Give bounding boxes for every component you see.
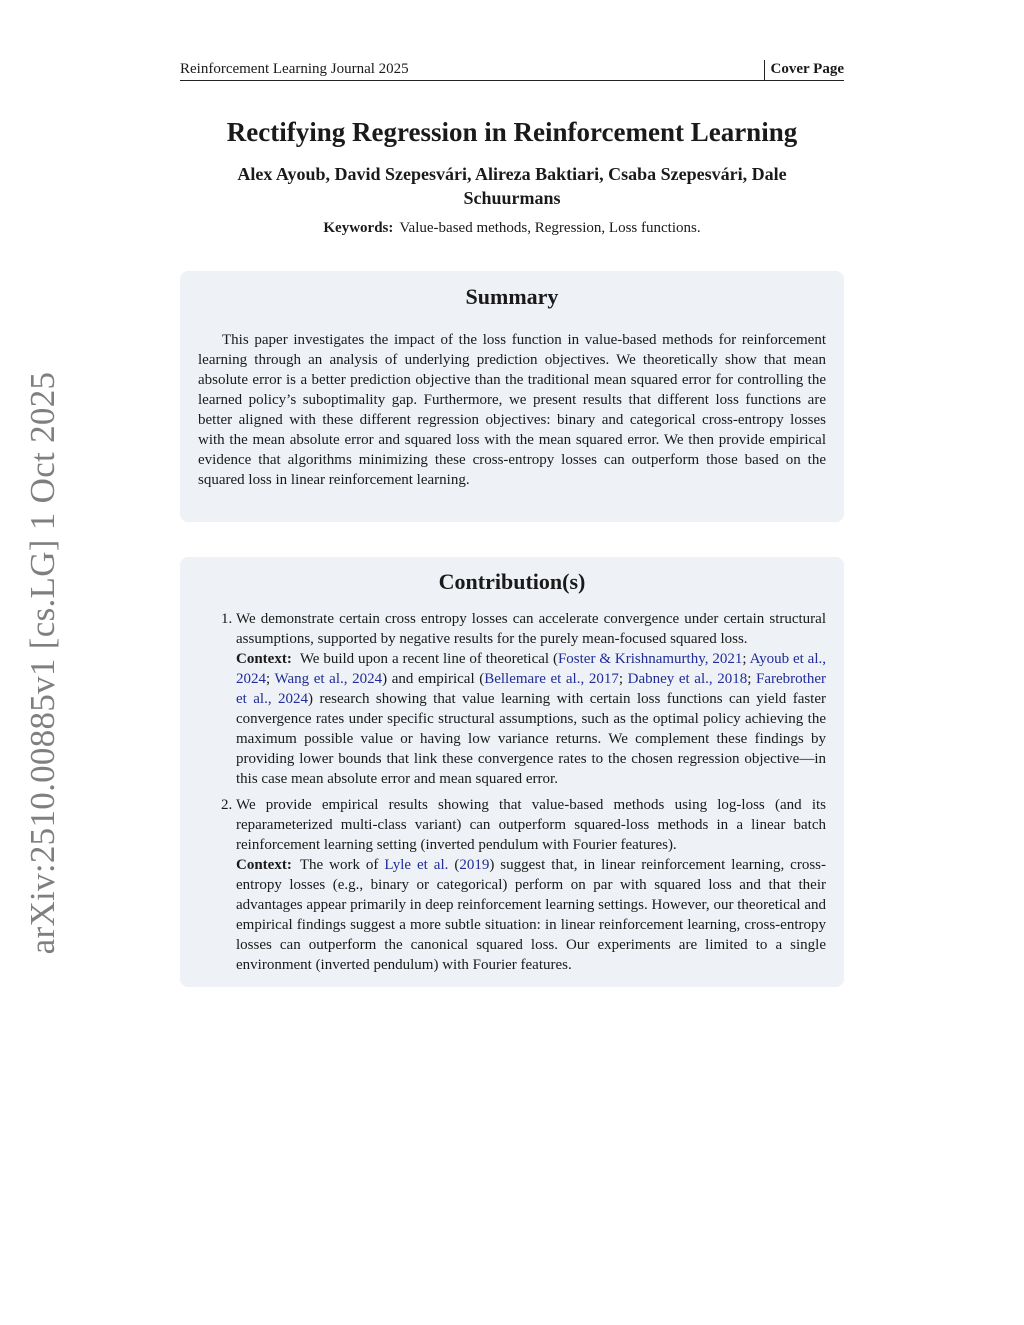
citation-link[interactable]: Ayoub et al., 2024 — [236, 651, 827, 687]
citation-link[interactable]: Wang et al., 2024 — [274, 671, 383, 687]
context-2-text-c: ) suggest that, in linear reinforcement learning, cross-entropy losses (e.g., binary or categorical) perform on par with squared loss and that their advantages appear primarily in deep reinforcement learning settings. However, our theoretical and empirical findings suggest a more subtle situation: in linear reinforcement learning, cross-entropy losses can outperform the canonical squared loss. Our experiments are limited to a single environment (inverted pendulum) with Fourier features. — [236, 857, 826, 973]
contribution-2-claim: We provide empirical results showing that value-based methods using log-loss (and its reparameterized multi-class variant) can outperform squared-loss methods in a linear batch reinforcement learning setting (inverted pendulum with Fourier features). — [236, 797, 826, 853]
citation-link[interactable]: Bellemare et al., 2017 — [484, 671, 619, 687]
contribution-item-1 — [236, 609, 826, 789]
citation-year-link[interactable]: 2019 — [459, 857, 490, 873]
summary-paragraph: This paper investigates the impact of the loss function in value-based methods for reinforcement learning through an analysis of underlying prediction objectives. We theoretically show that mean absolute error is a better prediction objective than the traditional mean squared error for controlling the learned policy’s suboptimality gap. Furthermore, we present results that different loss functions are better aligned with these different regression objectives: binary and categorical cross-entropy losses with the mean absolute error and squared loss with the mean squared error. We then provide empirical evidence that algorithms minimizing these cross-entropy losses can outperform those based on the squared loss in linear reinforcement learning. — [198, 332, 826, 488]
context-label: Context: — [236, 857, 292, 873]
context-label: Context: — [236, 651, 292, 667]
keywords-line — [180, 218, 844, 238]
citation-separator: ; — [618, 671, 628, 687]
context-1-text-c: ) research showing that value learning with certain loss functions can yield faster convergence rates under specific structural assumptions, such as the optimal policy achieving the maximum possible value or having low variance returns. We complement these findings by providing lower bounds that link these convergence rates to the chosen regression objective—in this case mean absolute error and mean squared error. — [236, 691, 827, 787]
keywords-label: Keywords: — [323, 220, 394, 236]
keywords-value: Value-based methods, Regression, Loss functions. — [399, 220, 701, 236]
journal-name: Reinforcement Learning Journal 2025 — [180, 61, 409, 77]
section-label: Cover Page — [764, 60, 844, 80]
context-2-text-b: ( — [448, 857, 460, 873]
citation-link[interactable]: Foster & Krishnamurthy, 2021 — [557, 651, 743, 667]
author-list: Alex Ayoub, David Szepesvári, Alireza Baktiari, Csaba Szepesvári, Dale Schuurmans — [237, 164, 787, 208]
contribution-1-claim: We demonstrate certain cross entropy losses can accelerate convergence under certain structural assumptions, supported by negative results for the purely mean-focused squared loss. — [236, 611, 826, 647]
contribution-item-2 — [236, 795, 826, 975]
context-1-text-a: We build upon a recent line of theoretical ( — [299, 651, 558, 667]
paper-title: Rectifying Regression in Reinforcement Learning — [226, 117, 798, 147]
citation-link[interactable]: Farebrother et al., 2024 — [236, 671, 826, 707]
citation-separator: ; — [266, 671, 275, 687]
citation-separator: ; — [742, 651, 750, 667]
running-header — [180, 60, 844, 81]
context-2-text-a: The work of — [299, 857, 385, 873]
summary-heading: Summary — [465, 284, 559, 309]
arxiv-identifier-stamp: arXiv:2510.00885v1 [cs.LG] 1 Oct 2025 — [23, 371, 62, 955]
contributions-list — [198, 609, 826, 975]
contributions-heading: Contribution(s) — [438, 569, 586, 594]
context-1-text-b: ) and empirical ( — [382, 671, 485, 687]
contributions-box — [180, 557, 844, 987]
summary-box — [180, 271, 844, 522]
citation-separator: ; — [747, 671, 757, 687]
citation-link[interactable]: Lyle et al. — [384, 857, 449, 873]
citation-link[interactable]: Dabney et al., 2018 — [627, 671, 748, 687]
